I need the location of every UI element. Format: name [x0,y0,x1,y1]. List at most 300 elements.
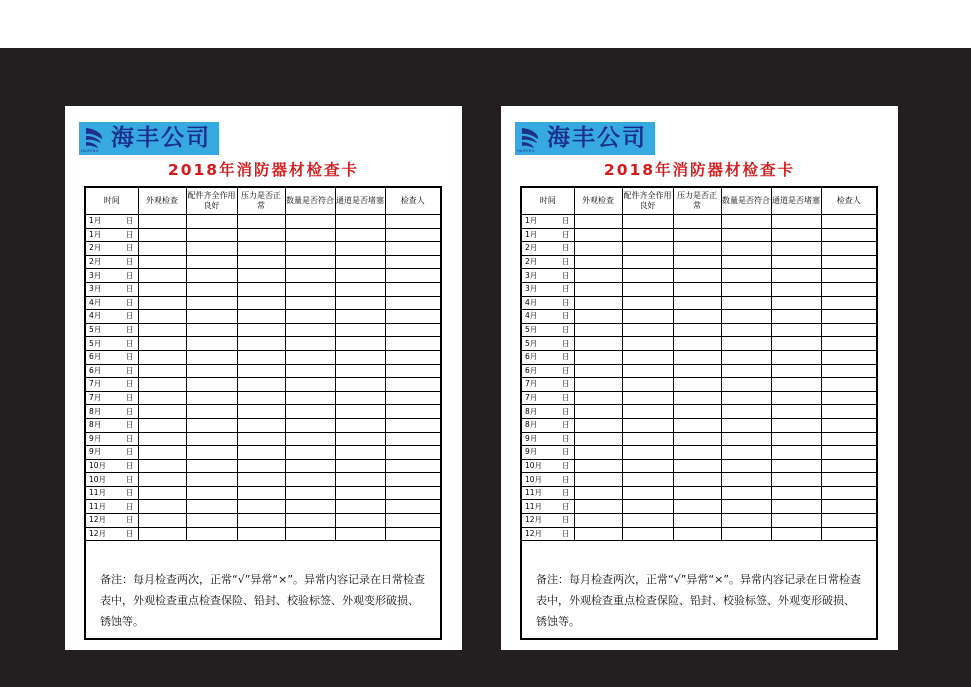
check-cell [385,323,440,337]
check-cell [385,296,440,310]
check-cell [771,473,821,487]
check-cell [285,527,335,541]
check-cell [574,282,622,296]
date-cell [522,500,574,514]
day-label: 日 [126,284,134,294]
date-cell [86,323,138,337]
check-cell [385,486,440,500]
check-cell [622,378,673,392]
month-label: 4月 [525,311,538,321]
check-cell [186,350,237,364]
inspection-card-right [501,106,898,650]
check-cell [186,459,237,473]
table-row [86,486,440,500]
table-row [86,378,440,392]
date-cell [86,337,138,351]
month-label: 4月 [525,297,538,307]
check-cell [385,310,440,324]
check-cell [186,527,237,541]
day-label: 日 [562,488,570,498]
table-row [86,242,440,256]
check-cell [237,500,285,514]
day-label: 日 [126,325,134,335]
card-title: 2018年消防器材检查卡 [603,161,796,179]
table-row [86,337,440,351]
check-cell [186,486,237,500]
check-cell [771,364,821,378]
check-cell [721,486,771,500]
header-time: 时间 [86,188,138,215]
month-label: 9月 [89,433,102,443]
header-time: 时间 [522,188,574,215]
month-label: 9月 [525,447,538,457]
month-label: 8月 [89,420,102,430]
check-cell [385,446,440,460]
month-label: 8月 [525,420,538,430]
check-cell [574,242,622,256]
table-row [86,391,440,405]
month-label: 10月 [89,460,107,470]
table-row [522,391,876,405]
check-cell [186,391,237,405]
check-cell [138,310,186,324]
check-cell [622,514,673,528]
check-cell [285,310,335,324]
date-cell [522,310,574,324]
check-cell [385,228,440,242]
table-row [522,337,876,351]
check-cell [186,337,237,351]
check-cell [574,486,622,500]
date-cell [522,378,574,392]
check-cell [721,405,771,419]
check-cell [771,378,821,392]
check-cell [285,323,335,337]
check-cell [285,514,335,528]
date-cell [86,473,138,487]
check-cell [186,228,237,242]
check-cell [821,296,876,310]
date-cell [522,269,574,283]
check-cell [622,215,673,229]
date-cell [86,350,138,364]
inspection-table [86,188,440,541]
day-label: 日 [562,365,570,375]
table-row [86,405,440,419]
check-cell [138,255,186,269]
check-cell [622,459,673,473]
header-parts: 配件齐全作用良好 [186,188,237,215]
check-cell [673,378,721,392]
check-cell [771,350,821,364]
header-passage: 通道是否堵塞 [771,188,821,215]
check-cell [237,228,285,242]
check-cell [385,337,440,351]
check-cell [821,323,876,337]
check-cell [285,242,335,256]
check-cell [821,310,876,324]
table-row [522,500,876,514]
check-cell [138,405,186,419]
day-label: 日 [562,284,570,294]
check-cell [237,350,285,364]
check-cell [237,527,285,541]
day-label: 日 [126,515,134,525]
table-row [522,350,876,364]
check-cell [721,378,771,392]
check-cell [574,514,622,528]
check-cell [574,255,622,269]
table-row [86,323,440,337]
date-cell [522,527,574,541]
check-cell [138,296,186,310]
table-row [522,310,876,324]
check-cell [622,405,673,419]
check-cell [821,473,876,487]
table-row [522,296,876,310]
check-cell [385,527,440,541]
day-label: 日 [562,393,570,403]
date-cell [522,418,574,432]
check-cell [622,350,673,364]
day-label: 日 [126,270,134,280]
check-cell [186,255,237,269]
check-cell [335,215,385,229]
header-appearance: 外观检查 [574,188,622,215]
check-cell [385,514,440,528]
day-label: 日 [562,515,570,525]
check-cell [335,473,385,487]
day-label: 日 [562,460,570,470]
check-cell [285,269,335,283]
check-cell [285,473,335,487]
top-margin [0,0,971,49]
check-cell [721,323,771,337]
check-cell [721,514,771,528]
day-label: 日 [562,433,570,443]
check-cell [186,269,237,283]
check-cell [821,405,876,419]
check-cell [138,215,186,229]
check-cell [138,486,186,500]
check-cell [821,527,876,541]
day-label: 日 [562,447,570,457]
check-cell [335,228,385,242]
check-cell [237,310,285,324]
date-cell [522,514,574,528]
month-label: 11月 [525,488,543,498]
check-cell [385,269,440,283]
day-label: 日 [562,325,570,335]
check-cell [771,269,821,283]
check-cell [673,514,721,528]
check-cell [574,391,622,405]
month-label: 1月 [525,216,538,226]
check-cell [771,228,821,242]
check-cell [574,337,622,351]
check-cell [622,255,673,269]
month-label: 1月 [89,216,102,226]
check-cell [186,310,237,324]
check-cell [285,405,335,419]
check-cell [138,446,186,460]
check-cell [721,255,771,269]
check-cell [285,350,335,364]
check-cell [138,527,186,541]
check-cell [186,473,237,487]
date-cell [86,269,138,283]
table-row [86,500,440,514]
check-cell [622,432,673,446]
check-cell [721,282,771,296]
month-label: 10月 [525,460,543,470]
check-cell [237,391,285,405]
check-cell [237,296,285,310]
check-cell [385,364,440,378]
date-cell [522,323,574,337]
check-cell [335,296,385,310]
day-label: 日 [562,270,570,280]
check-cell [673,242,721,256]
check-cell [622,391,673,405]
table-row [86,310,440,324]
month-label: 5月 [89,325,102,335]
date-cell [86,432,138,446]
check-cell [721,269,771,283]
check-cell [385,242,440,256]
day-label: 日 [562,474,570,484]
check-cell [186,446,237,460]
table-row [522,215,876,229]
table-row [522,378,876,392]
check-cell [771,500,821,514]
day-label: 日 [126,243,134,253]
month-label: 7月 [89,393,102,403]
date-cell [86,296,138,310]
check-cell [771,459,821,473]
month-label: 6月 [525,352,538,362]
table-row [522,486,876,500]
check-cell [186,242,237,256]
check-cell [186,378,237,392]
day-label: 日 [126,393,134,403]
check-cell [821,378,876,392]
month-label: 7月 [525,393,538,403]
date-cell [522,391,574,405]
table-row [522,527,876,541]
month-label: 11月 [89,488,107,498]
check-cell [771,418,821,432]
check-cell [385,378,440,392]
date-cell [86,391,138,405]
month-label: 12月 [89,528,107,538]
check-cell [237,459,285,473]
day-label: 日 [126,365,134,375]
check-cell [771,255,821,269]
month-label: 2月 [525,257,538,267]
month-label: 2月 [89,243,102,253]
date-cell [86,500,138,514]
date-cell [522,432,574,446]
day-label: 日 [126,447,134,457]
check-cell [237,418,285,432]
month-label: 8月 [89,406,102,416]
table-row [522,255,876,269]
check-cell [385,418,440,432]
date-cell [522,473,574,487]
table-row [522,473,876,487]
check-cell [622,282,673,296]
check-cell [335,405,385,419]
check-cell [335,323,385,337]
table-row [522,269,876,283]
day-label: 日 [562,311,570,321]
check-cell [771,323,821,337]
month-label: 7月 [525,379,538,389]
check-cell [335,418,385,432]
check-cell [622,486,673,500]
table-row [86,228,440,242]
check-cell [673,255,721,269]
check-cell [821,391,876,405]
check-cell [721,500,771,514]
date-cell [86,446,138,460]
month-label: 11月 [525,501,543,511]
date-cell [86,418,138,432]
month-label: 3月 [89,270,102,280]
date-cell [86,255,138,269]
check-cell [335,337,385,351]
check-cell [237,323,285,337]
check-cell [673,418,721,432]
month-label: 3月 [525,270,538,280]
check-cell [385,391,440,405]
check-cell [622,527,673,541]
check-cell [673,282,721,296]
day-label: 日 [562,216,570,226]
date-cell [86,310,138,324]
header-pressure: 压力是否正常 [673,188,721,215]
check-cell [622,242,673,256]
check-cell [721,418,771,432]
check-cell [285,486,335,500]
header-appearance: 外观检查 [138,188,186,215]
check-cell [622,269,673,283]
day-label: 日 [126,297,134,307]
month-label: 5月 [525,338,538,348]
check-cell [574,228,622,242]
day-label: 日 [126,229,134,239]
month-label: 5月 [89,338,102,348]
check-cell [186,405,237,419]
check-cell [771,527,821,541]
check-cell [237,432,285,446]
check-cell [771,405,821,419]
check-cell [285,418,335,432]
check-cell [622,364,673,378]
check-cell [285,446,335,460]
check-cell [237,446,285,460]
check-cell [721,228,771,242]
check-cell [721,473,771,487]
check-cell [285,391,335,405]
check-cell [138,364,186,378]
check-cell [335,446,385,460]
check-cell [574,269,622,283]
month-label: 3月 [525,284,538,294]
check-cell [285,337,335,351]
check-cell [237,378,285,392]
check-cell [673,296,721,310]
check-cell [285,215,335,229]
check-cell [186,364,237,378]
check-cell [821,269,876,283]
header-quantity: 数量是否符合 [721,188,771,215]
table-row [86,269,440,283]
month-label: 12月 [525,528,543,538]
day-label: 日 [126,406,134,416]
check-cell [237,269,285,283]
check-cell [821,337,876,351]
check-cell [622,337,673,351]
date-cell [522,486,574,500]
month-label: 3月 [89,284,102,294]
date-cell [86,228,138,242]
wave-logo-icon [518,125,542,151]
day-label: 日 [126,257,134,267]
check-cell [821,500,876,514]
check-cell [335,459,385,473]
table-header-row [86,188,440,215]
check-cell [335,432,385,446]
check-cell [186,418,237,432]
check-cell [574,432,622,446]
check-cell [186,282,237,296]
month-label: 5月 [525,325,538,335]
table-row [86,432,440,446]
day-label: 日 [562,243,570,253]
day-label: 日 [126,488,134,498]
check-cell [285,228,335,242]
day-label: 日 [126,433,134,443]
check-cell [622,500,673,514]
company-logo [515,122,655,155]
month-label: 12月 [89,515,107,525]
check-cell [771,486,821,500]
check-cell [721,350,771,364]
check-cell [771,337,821,351]
date-cell [86,242,138,256]
check-cell [771,432,821,446]
check-cell [574,459,622,473]
check-cell [673,364,721,378]
check-cell [673,337,721,351]
check-cell [721,310,771,324]
date-cell [522,459,574,473]
inspection-sheet [84,186,442,640]
month-label: 12月 [525,515,543,525]
table-row [86,418,440,432]
check-cell [385,459,440,473]
day-label: 日 [126,460,134,470]
check-cell [821,432,876,446]
check-cell [821,486,876,500]
check-cell [138,514,186,528]
check-cell [138,242,186,256]
check-cell [237,255,285,269]
check-cell [237,215,285,229]
check-cell [335,500,385,514]
